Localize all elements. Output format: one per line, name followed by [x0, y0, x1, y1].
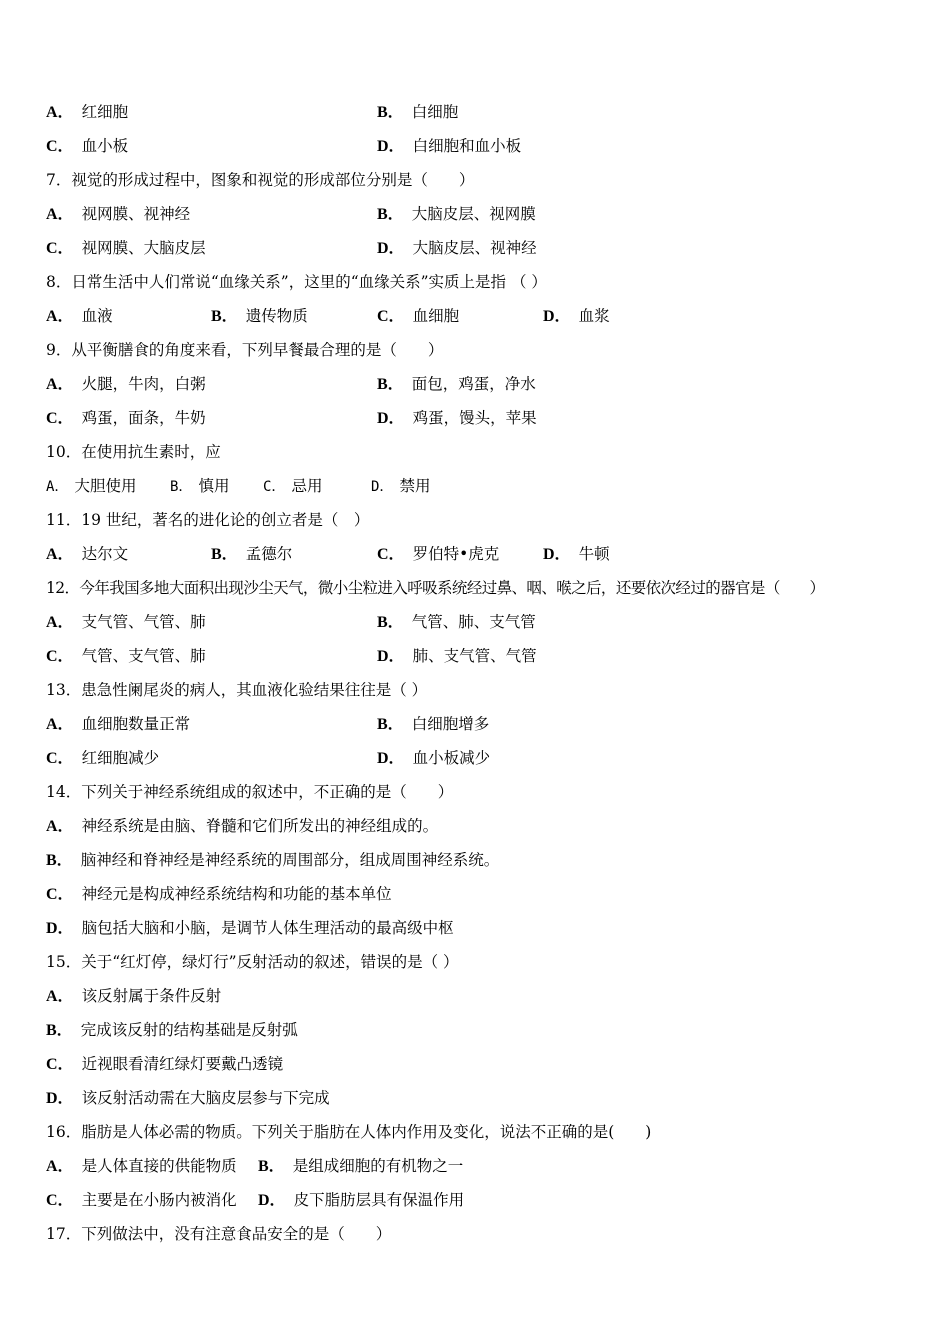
option-text: 肺、支气管、气管	[412, 647, 537, 665]
q10-option-b	[170, 469, 229, 504]
option-label: D．	[46, 1090, 74, 1107]
q14-option-d	[46, 911, 454, 946]
q15-option-b	[46, 1013, 298, 1048]
option-text: 气管、肺、支气管	[411, 613, 536, 631]
option-label: B．	[46, 852, 73, 869]
option-text: 脑包括大脑和小脑，是调节人体生理活动的最高级中枢	[81, 919, 454, 937]
q14-option-b-line	[0, 843, 950, 877]
q6-options-row-1	[0, 95, 950, 129]
option-label: A．	[46, 614, 74, 631]
option-text: 血小板	[81, 137, 129, 155]
option-label: C．	[46, 240, 74, 257]
option-text: 近视眼看清红绿灯要戴凸透镜	[81, 1055, 284, 1073]
option-label: B．	[377, 716, 404, 733]
option-label: A．	[46, 104, 74, 121]
option-label: A．	[46, 206, 74, 223]
option-text: 孟德尔	[245, 545, 293, 563]
question-stem: 12．今年我国多地大面积出现沙尘天气，微小尘粒进入呼吸系统经过鼻、咽、喉之后，还要依次经过的器官是（ ）	[46, 579, 825, 597]
q9-options-row-1	[0, 367, 950, 401]
q12-option-b	[377, 605, 536, 640]
q8-stem-line	[0, 265, 950, 299]
option-text: 遗传物质	[245, 307, 308, 325]
option-label: A．	[46, 818, 74, 835]
q13-option-a	[46, 707, 190, 742]
q13-options-row-2	[0, 741, 950, 775]
q12-options-row-1	[0, 605, 950, 639]
option-text: 白细胞和血小板	[412, 137, 522, 155]
option-label: D．	[377, 750, 405, 767]
option-label: C．	[46, 410, 74, 427]
q9-option-c	[46, 401, 206, 436]
q16-option-d	[258, 1183, 464, 1218]
option-label: D．	[371, 479, 394, 495]
option-text: 血细胞数量正常	[81, 715, 191, 733]
q12-stem-line	[0, 571, 950, 605]
q15-option-a-line	[0, 979, 950, 1013]
question-stem: 9．从平衡膳食的角度来看，下列早餐最合理的是（ ）	[46, 341, 444, 359]
q9-option-a	[46, 367, 206, 402]
q11-option-d	[543, 537, 610, 572]
option-text: 皮下脂肪层具有保温作用	[293, 1191, 465, 1209]
q11-option-a	[46, 537, 128, 572]
option-text: 气管、支气管、肺	[81, 647, 206, 665]
option-text: 该反射属于条件反射	[81, 987, 222, 1005]
q9-option-b	[377, 367, 536, 402]
q11-stem-line	[0, 503, 950, 537]
option-text: 神经系统是由脑、脊髓和它们所发出的神经组成的。	[81, 817, 439, 835]
q6-option-d	[377, 129, 521, 164]
option-text: 血液	[81, 307, 113, 325]
option-text: 该反射活动需在大脑皮层参与下完成	[81, 1089, 330, 1107]
q8-option-d	[543, 299, 610, 334]
option-label: B．	[377, 614, 404, 631]
q14-stem-line	[0, 775, 950, 809]
option-label: D．	[377, 410, 405, 427]
q10-option-d	[371, 469, 430, 504]
question-stem: 11．19 世纪，著名的进化论的创立者是（ ）	[46, 511, 370, 529]
q16-option-c	[46, 1183, 237, 1218]
question-stem: 7．视觉的形成过程中，图象和视觉的形成部位分别是（ ）	[46, 171, 475, 189]
q16-option-b	[258, 1149, 463, 1184]
q15-option-c	[46, 1047, 283, 1082]
option-text: 大脑皮层、视神经	[412, 239, 537, 257]
q16-option-a	[46, 1149, 237, 1184]
q15-option-b-line	[0, 1013, 950, 1047]
option-label: B．	[377, 206, 404, 223]
option-text: 血浆	[578, 307, 610, 325]
q7-stem-line	[0, 163, 950, 197]
option-text: 罗伯特•虎克	[412, 545, 500, 563]
q13-stem-line	[0, 673, 950, 707]
q7-option-d	[377, 231, 537, 266]
option-label: C．	[377, 546, 405, 563]
option-text: 完成该反射的结构基础是反射弧	[80, 1021, 298, 1039]
option-text: 火腿，牛肉，白粥	[81, 375, 206, 393]
option-label: A．	[46, 308, 74, 325]
q7-options-row-2	[0, 231, 950, 265]
q6-options-row-2	[0, 129, 950, 163]
q11-option-b	[211, 537, 292, 572]
question-stem: 16．脂肪是人体必需的物质。下列关于脂肪在人体内作用及变化，说法不正确的是( )	[46, 1123, 652, 1141]
q15-option-a	[46, 979, 221, 1014]
option-text: 支气管、气管、肺	[81, 613, 206, 631]
option-label: D．	[377, 648, 405, 665]
q15-option-d	[46, 1081, 330, 1116]
question-stem: 13．患急性阑尾炎的病人，其血液化验结果往往是（ ）	[46, 681, 428, 699]
q16-options-row-2	[0, 1183, 950, 1217]
q17-stem-line	[0, 1217, 950, 1251]
option-label: B．	[170, 479, 193, 495]
option-text: 脑神经和脊神经是神经系统的周围部分，组成周围神经系统。	[80, 851, 500, 869]
option-label: C．	[377, 308, 405, 325]
q8-options-row	[0, 299, 950, 333]
q12-option-c	[46, 639, 206, 674]
q7-option-c	[46, 231, 206, 266]
q7-option-b	[377, 197, 536, 232]
option-label: C．	[46, 138, 74, 155]
option-label: B．	[258, 1158, 285, 1175]
option-text: 视网膜、视神经	[81, 205, 191, 223]
option-label: A．	[46, 546, 74, 563]
option-text: 是人体直接的供能物质	[81, 1157, 237, 1175]
option-text: 神经元是构成神经系统结构和功能的基本单位	[81, 885, 392, 903]
option-text: 大脑皮层、视网膜	[411, 205, 536, 223]
question-stem: 10．在使用抗生素时，应	[46, 443, 221, 461]
q13-option-d	[377, 741, 490, 776]
option-text: 面包，鸡蛋，净水	[411, 375, 536, 393]
option-text: 达尔文	[81, 545, 129, 563]
option-text: 牛顿	[578, 545, 610, 563]
option-text: 视网膜、大脑皮层	[81, 239, 206, 257]
option-text: 是组成细胞的有机物之一	[292, 1157, 464, 1175]
option-label: A．	[46, 988, 74, 1005]
option-text: 白细胞增多	[411, 715, 490, 733]
q13-options-row-1	[0, 707, 950, 741]
q8-option-c	[377, 299, 459, 334]
option-text: 白细胞	[411, 103, 459, 121]
option-label: C．	[46, 886, 74, 903]
option-text: 忌用	[291, 477, 323, 495]
option-text: 大胆使用	[74, 477, 137, 495]
option-label: A．	[46, 376, 74, 393]
option-text: 鸡蛋，面条，牛奶	[81, 409, 206, 427]
option-label: B．	[211, 546, 238, 563]
option-text: 慎用	[198, 477, 230, 495]
option-label: D．	[46, 920, 74, 937]
q15-option-c-line	[0, 1047, 950, 1081]
option-label: A．	[46, 1158, 74, 1175]
q8-option-a	[46, 299, 113, 334]
q10-option-a	[46, 469, 136, 504]
q14-option-a-line	[0, 809, 950, 843]
q11-options-row	[0, 537, 950, 571]
option-label: D．	[543, 546, 571, 563]
q14-option-a	[46, 809, 438, 844]
q14-option-c	[46, 877, 392, 912]
q9-option-d	[377, 401, 537, 436]
q9-stem-line	[0, 333, 950, 367]
q10-option-c	[263, 469, 322, 504]
question-stem: 15．关于“红灯停，绿灯行”反射活动的叙述，错误的是（ ）	[46, 953, 459, 971]
q8-option-b	[211, 299, 308, 334]
option-label: B．	[211, 308, 238, 325]
option-text: 血小板减少	[412, 749, 491, 767]
q14-option-d-line	[0, 911, 950, 945]
option-label: D．	[377, 240, 405, 257]
q10-stem-line	[0, 435, 950, 469]
option-text: 红细胞	[81, 103, 129, 121]
option-label: A．	[46, 716, 74, 733]
option-text: 主要是在小肠内被消化	[81, 1191, 237, 1209]
option-text: 红细胞减少	[81, 749, 160, 767]
option-label: D．	[377, 138, 405, 155]
q7-option-a	[46, 197, 190, 232]
q12-option-a	[46, 605, 206, 640]
q15-option-d-line	[0, 1081, 950, 1115]
option-label: D．	[258, 1192, 286, 1209]
q6-option-a	[46, 95, 128, 130]
q6-option-c	[46, 129, 128, 164]
option-label: B．	[46, 1022, 73, 1039]
option-text: 血细胞	[412, 307, 460, 325]
q13-option-c	[46, 741, 159, 776]
option-text: 鸡蛋，馒头，苹果	[412, 409, 537, 427]
q10-options-row	[0, 469, 950, 503]
q16-stem-line	[0, 1115, 950, 1149]
option-label: D．	[543, 308, 571, 325]
q11-option-c	[377, 537, 499, 572]
option-label: C．	[46, 648, 74, 665]
q14-option-b	[46, 843, 499, 878]
q6-option-b	[377, 95, 458, 130]
q12-option-d	[377, 639, 537, 674]
question-stem: 14．下列关于神经系统组成的叙述中，不正确的是（ ）	[46, 783, 454, 801]
q13-option-b	[377, 707, 489, 742]
option-label: C．	[46, 1192, 74, 1209]
option-label: B．	[377, 376, 404, 393]
q14-option-c-line	[0, 877, 950, 911]
question-stem: 8．日常生活中人们常说“血缘关系”，这里的“血缘关系”实质上是指 （ ）	[46, 273, 547, 291]
option-label: C．	[46, 1056, 74, 1073]
question-stem: 17．下列做法中，没有注意食品安全的是（ ）	[46, 1225, 392, 1243]
option-label: B．	[377, 104, 404, 121]
q9-options-row-2	[0, 401, 950, 435]
q7-options-row-1	[0, 197, 950, 231]
option-label: A．	[46, 479, 69, 495]
option-label: C．	[263, 479, 286, 495]
q15-stem-line	[0, 945, 950, 979]
option-label: C．	[46, 750, 74, 767]
option-text: 禁用	[399, 477, 431, 495]
q16-options-row-1	[0, 1149, 950, 1183]
q12-options-row-2	[0, 639, 950, 673]
